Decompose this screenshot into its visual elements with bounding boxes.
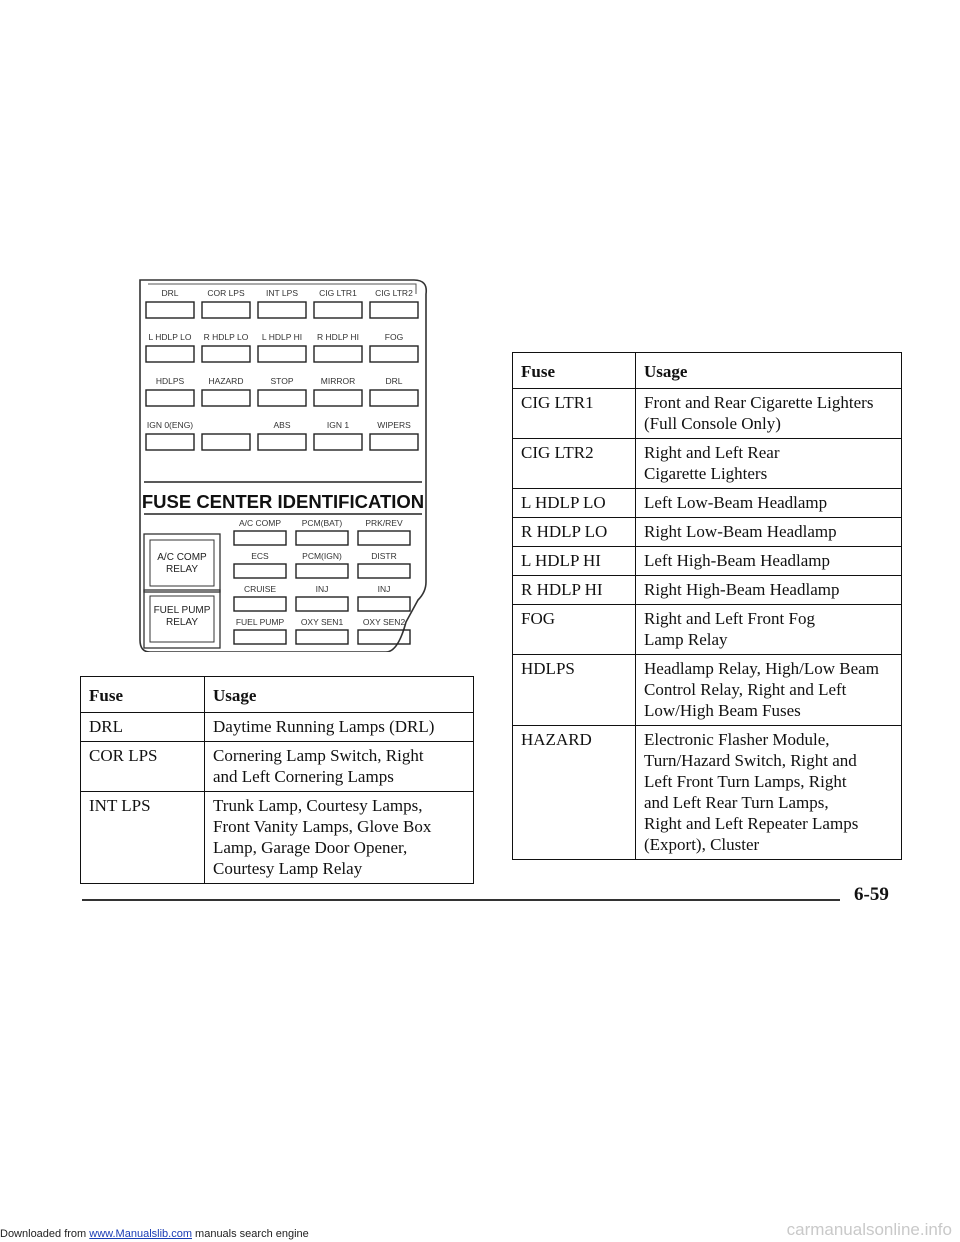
usage-line: Right and Left Repeater Lamps [644, 814, 859, 833]
fuel-pump-relay-label-2: RELAY [165, 617, 199, 628]
usage-line: Headlamp Relay, High/Low Beam [644, 659, 879, 678]
fuel-pump-relay [144, 590, 220, 648]
fuse-slot [234, 564, 286, 578]
fuse-label: IGN 0(ENG) [146, 420, 194, 430]
fuse-label: ABS [273, 420, 291, 430]
fuse-label: DRL [161, 288, 179, 298]
fuse-label: INJ [377, 584, 391, 594]
fuse-label: A/C COMP [238, 518, 282, 528]
footer-prefix: Downloaded from [0, 1228, 90, 1240]
usage-line: Left Low-Beam Headlamp [644, 493, 828, 512]
fuse-slot [370, 434, 418, 450]
fuse-slot [358, 531, 410, 545]
fuse-label: FUEL PUMP [235, 617, 285, 627]
fuse-label: L HDLP LO [148, 332, 192, 342]
fuse-slot [258, 390, 306, 406]
fuse-label: R HDLP HI [317, 332, 359, 342]
fuse-slot [296, 597, 348, 611]
usage-cell [636, 389, 902, 439]
fuse-cell: HDLPS [513, 655, 636, 726]
usage-line: Lamp Relay [644, 630, 728, 649]
fuel-pump-relay-label-1: FUEL PUMP [153, 605, 211, 616]
fuse-cell: INT LPS [81, 792, 205, 884]
usage-line: Cigarette Lighters [644, 464, 768, 483]
footer-rule [82, 899, 840, 901]
page-number: 6-59 [854, 884, 889, 905]
table-row [513, 576, 902, 605]
fuse-label: R HDLP LO [203, 332, 249, 342]
fuse-cell: DRL [81, 713, 205, 742]
fuse-label: MIRROR [320, 376, 356, 386]
table-row [81, 742, 474, 792]
fuse-label: STOP [270, 376, 294, 386]
fuse-slot [358, 564, 410, 578]
fuse-cell: R HDLP HI [513, 576, 636, 605]
fuse-label: INT LPS [266, 288, 298, 298]
fuse-slot [146, 346, 194, 362]
ac-comp-relay-label-1: A/C COMP [157, 552, 207, 563]
fuse-cell: L HDLP HI [513, 547, 636, 576]
usage-line: Control Relay, Right and Left [644, 680, 847, 699]
fuse-slot [146, 434, 194, 450]
usage-cell [205, 792, 474, 884]
fuse-cell: COR LPS [81, 742, 205, 792]
fuse-slot [314, 390, 362, 406]
fuse-table-left [80, 676, 474, 884]
usage-line: Left High-Beam Headlamp [644, 551, 830, 570]
usage-line: Low/High Beam Fuses [644, 701, 801, 720]
fuse-slot [146, 390, 194, 406]
fuse-slot [370, 302, 418, 318]
table-row [81, 713, 474, 742]
fuse-label: DISTR [371, 551, 397, 561]
fuse-slot [258, 302, 306, 318]
table-row [513, 726, 902, 860]
fuse-slot [234, 531, 286, 545]
fuse-slot [202, 390, 250, 406]
manualslib-link[interactable]: www.Manualslib.com [89, 1228, 192, 1240]
fuse-label: DRL [385, 376, 403, 386]
usage-line: and Left Cornering Lamps [213, 767, 394, 786]
usage-cell [636, 655, 902, 726]
usage-cell [636, 439, 902, 489]
upper-fuse-grid [146, 288, 418, 450]
usage-cell [636, 518, 902, 547]
header-fuse: Fuse [513, 353, 636, 389]
fuse-slot [234, 597, 286, 611]
usage-line: Courtesy Lamp Relay [213, 859, 363, 878]
fuse-slot [370, 346, 418, 362]
lower-fuse-grid [234, 518, 410, 644]
fuse-label: L HDLP HI [261, 332, 303, 342]
fuse-slot [234, 630, 286, 644]
fuse-cell: CIG LTR1 [513, 389, 636, 439]
table-body [81, 713, 474, 884]
fuse-label: IGN 1 [326, 420, 350, 430]
usage-line: Daytime Running Lamps (DRL) [213, 717, 435, 736]
header-usage: Usage [636, 353, 902, 389]
ac-comp-relay-label-2: RELAY [165, 564, 199, 575]
fuse-slot [202, 434, 250, 450]
table-row [513, 518, 902, 547]
fuse-label: CRUISE [243, 584, 277, 594]
usage-cell [205, 713, 474, 742]
usage-line: Right and Left Front Fog [644, 609, 815, 628]
usage-line: Right High-Beam Headlamp [644, 580, 840, 599]
table-row [513, 605, 902, 655]
fuse-label: COR LPS [207, 288, 245, 298]
fuse-cell: CIG LTR2 [513, 439, 636, 489]
table-row [513, 439, 902, 489]
fuse-label: HAZARD [208, 376, 244, 386]
download-footer [0, 1228, 309, 1240]
fuse-slot [314, 302, 362, 318]
table-header-row [513, 353, 902, 389]
fuse-label: PRK/REV [365, 518, 403, 528]
fuse-slot [314, 434, 362, 450]
fuse-slot [358, 597, 410, 611]
usage-cell [636, 726, 902, 860]
fuse-slot [314, 346, 362, 362]
fuse-slot [258, 434, 306, 450]
fuse-center-diagram [136, 272, 436, 652]
fuse-label: WIPERS [377, 420, 411, 430]
usage-cell [636, 547, 902, 576]
fuse-label: INJ [315, 584, 329, 594]
usage-line: Right and Left Rear [644, 443, 780, 462]
fuse-label: FOG [384, 332, 404, 342]
usage-line: Front and Rear Cigarette Lighters [644, 393, 874, 412]
diagram-title: FUSE CENTER IDENTIFICATION [141, 491, 425, 512]
watermark: carmanualsonline.info [786, 1220, 952, 1239]
usage-line: Trunk Lamp, Courtesy Lamps, [213, 796, 423, 815]
usage-line: Cornering Lamp Switch, Right [213, 746, 424, 765]
fuse-cell: R HDLP LO [513, 518, 636, 547]
fuse-slot [296, 630, 348, 644]
fuse-label: ECS [251, 551, 269, 561]
usage-cell [636, 489, 902, 518]
fuse-table-right [512, 352, 902, 860]
usage-line: Front Vanity Lamps, Glove Box [213, 817, 432, 836]
fuse-cell: HAZARD [513, 726, 636, 860]
usage-cell [636, 576, 902, 605]
usage-line: Turn/Hazard Switch, Right and [644, 751, 857, 770]
fuse-slot [258, 346, 306, 362]
fuse-slot [202, 346, 250, 362]
table-body [513, 389, 902, 860]
table-header-row [81, 677, 474, 713]
fuse-cell: FOG [513, 605, 636, 655]
table-row [81, 792, 474, 884]
usage-cell [205, 742, 474, 792]
usage-cell [636, 605, 902, 655]
fuse-slot [296, 564, 348, 578]
usage-line: Lamp, Garage Door Opener, [213, 838, 408, 857]
header-usage: Usage [205, 677, 474, 713]
usage-line: Left Front Turn Lamps, Right [644, 772, 847, 791]
usage-line: and Left Rear Turn Lamps, [644, 793, 829, 812]
header-fuse: Fuse [81, 677, 205, 713]
fuse-slot [202, 302, 250, 318]
fuse-label: HDLPS [155, 376, 185, 386]
fuse-slot [146, 302, 194, 318]
table-row [513, 389, 902, 439]
table-row [513, 547, 902, 576]
usage-line: (Full Console Only) [644, 414, 781, 433]
fuse-label: OXY SEN2 [362, 617, 406, 627]
ac-comp-relay [144, 534, 220, 592]
fuse-slot [370, 390, 418, 406]
fuse-cell: L HDLP LO [513, 489, 636, 518]
fuse-label: PCM(IGN) [302, 551, 342, 561]
fuse-slot [296, 531, 348, 545]
table-row [513, 655, 902, 726]
usage-line: Electronic Flasher Module, [644, 730, 830, 749]
footer-suffix: manuals search engine [191, 1228, 309, 1240]
fuse-label: CIG LTR2 [375, 288, 413, 298]
fuse-label: PCM(BAT) [301, 518, 343, 528]
usage-line: (Export), Cluster [644, 835, 760, 854]
fuse-diagram-svg [136, 272, 436, 652]
fuse-label: OXY SEN1 [300, 617, 344, 627]
fuse-label: CIG LTR1 [319, 288, 357, 298]
usage-line: Right Low-Beam Headlamp [644, 522, 837, 541]
table-row [513, 489, 902, 518]
